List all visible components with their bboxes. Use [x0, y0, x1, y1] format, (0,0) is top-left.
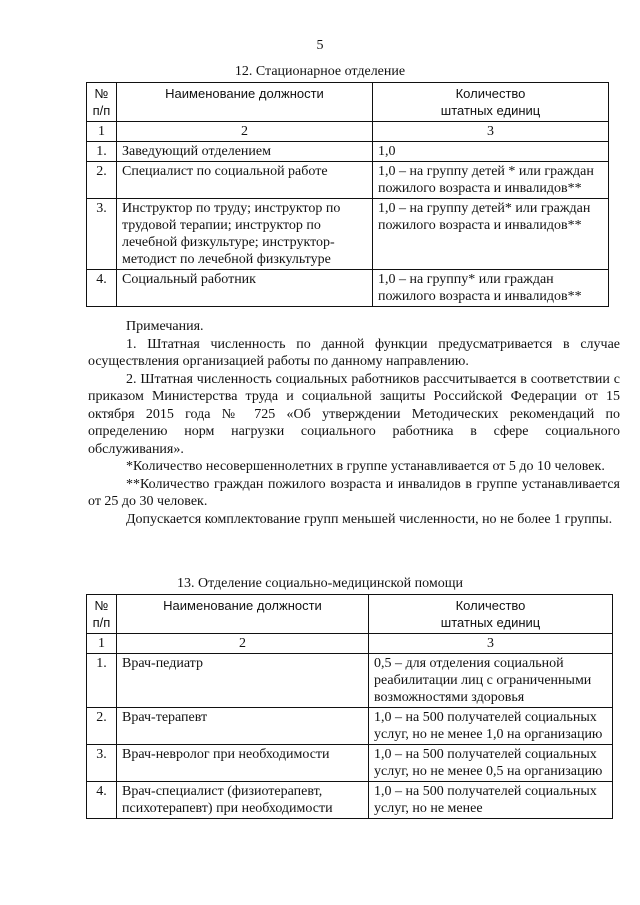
row-num: 2.	[87, 708, 117, 745]
row-num: 3.	[87, 745, 117, 782]
table-row	[87, 745, 613, 782]
header-count: Количество штатных единиц	[373, 83, 609, 122]
table-colnum-row	[87, 122, 609, 142]
row-num: 4.	[87, 782, 117, 819]
colnum-cell: 1	[87, 122, 117, 142]
colnum-cell: 2	[117, 122, 373, 142]
table-row	[87, 270, 609, 307]
colnum-cell: 3	[373, 122, 609, 142]
note-item: Допускается комплектование групп меньшей численности, но не более 1 группы.	[126, 511, 613, 527]
row-position: Врач-терапевт	[117, 708, 369, 745]
row-position: Врач-педиатр	[117, 654, 369, 708]
table-header-row	[87, 83, 609, 122]
page-number: 5	[316, 38, 324, 53]
table-row	[87, 199, 609, 270]
table-colnum-row	[87, 634, 613, 654]
note-item: **Количество граждан пожилого возраста и инвалидов в группе устанавливается от 25 до 30 человек.	[88, 476, 620, 509]
colnum-cell: 3	[369, 634, 613, 654]
note-item: *Количество несовершеннолетних в группе устанавливается от 5 до 10 человек.	[126, 459, 605, 474]
table-section-12	[86, 82, 609, 307]
row-count: 1,0 – на группу детей* или граждан пожилого возраста и инвалидов**	[373, 199, 609, 270]
header-num: № п/п	[87, 595, 117, 634]
header-count: Количество штатных единиц	[369, 595, 613, 634]
section-12-title: 12. Стационарное отделение	[234, 64, 406, 79]
table-section-13	[86, 594, 613, 819]
table-header-row	[87, 595, 613, 634]
row-count: 1,0	[373, 142, 609, 162]
row-count: 1,0 – на группу детей * или граждан пожилого возраста и инвалидов**	[373, 162, 609, 199]
header-num: № п/п	[87, 83, 117, 122]
row-num: 1.	[87, 142, 117, 162]
row-num: 1.	[87, 654, 117, 708]
row-count: 1,0 – на группу* или граждан пожилого возраста и инвалидов**	[373, 270, 609, 307]
row-num: 2.	[87, 162, 117, 199]
colnum-cell: 1	[87, 634, 117, 654]
row-count: 1,0 – на 500 получателей социальных услуг, но не менее	[369, 782, 613, 819]
row-num: 4.	[87, 270, 117, 307]
table-row	[87, 782, 613, 819]
row-count: 1,0 – на 500 получателей социальных услуг, но не менее 1,0 на организацию	[369, 708, 613, 745]
row-count: 1,0 – на 500 получателей социальных услуг, но не менее 0,5 на организацию	[369, 745, 613, 782]
table-row	[87, 162, 609, 199]
row-position: Социальный работник	[117, 270, 373, 307]
header-position: Наименование должности	[117, 83, 373, 122]
row-position: Врач-невролог при необходимости	[117, 745, 369, 782]
table-row	[87, 708, 613, 745]
row-position: Специалист по социальной работе	[117, 162, 373, 199]
notes-heading: Примечания.	[126, 319, 204, 334]
row-position: Заведующий отделением	[117, 142, 373, 162]
row-position: Инструктор по труду; инструктор по трудовой терапии; инструктор по лечебной физкультуре; инструктор-методист по лечебной физкультуре	[117, 199, 373, 270]
section-13-title: 13. Отделение социально-медицинской помощи	[177, 576, 463, 591]
note-item: 2. Штатная численность социальных работников рассчитывается в соответствии с приказом Министерства труда и социальной защиты Российской Федерации от 15 октября 2015 года № 725 «Об утверждении Методических рекомендаций по определению норм нагрузки социального работника в сфере социального обслуживания».	[88, 371, 620, 457]
note-item: 1. Штатная численность по данной функции предусматривается в случае осуществления организацией работы по данному направлению.	[88, 336, 620, 369]
colnum-cell: 2	[117, 634, 369, 654]
table-row	[87, 654, 613, 708]
notes-block	[88, 318, 620, 528]
row-count: 0,5 – для отделения социальной реабилитации лиц с ограниченными возможностями здоровья	[369, 654, 613, 708]
table-row	[87, 142, 609, 162]
row-num: 3.	[87, 199, 117, 270]
header-position: Наименование должности	[117, 595, 369, 634]
row-position: Врач-специалист (физиотерапевт, психотерапевт) при необходимости	[117, 782, 369, 819]
